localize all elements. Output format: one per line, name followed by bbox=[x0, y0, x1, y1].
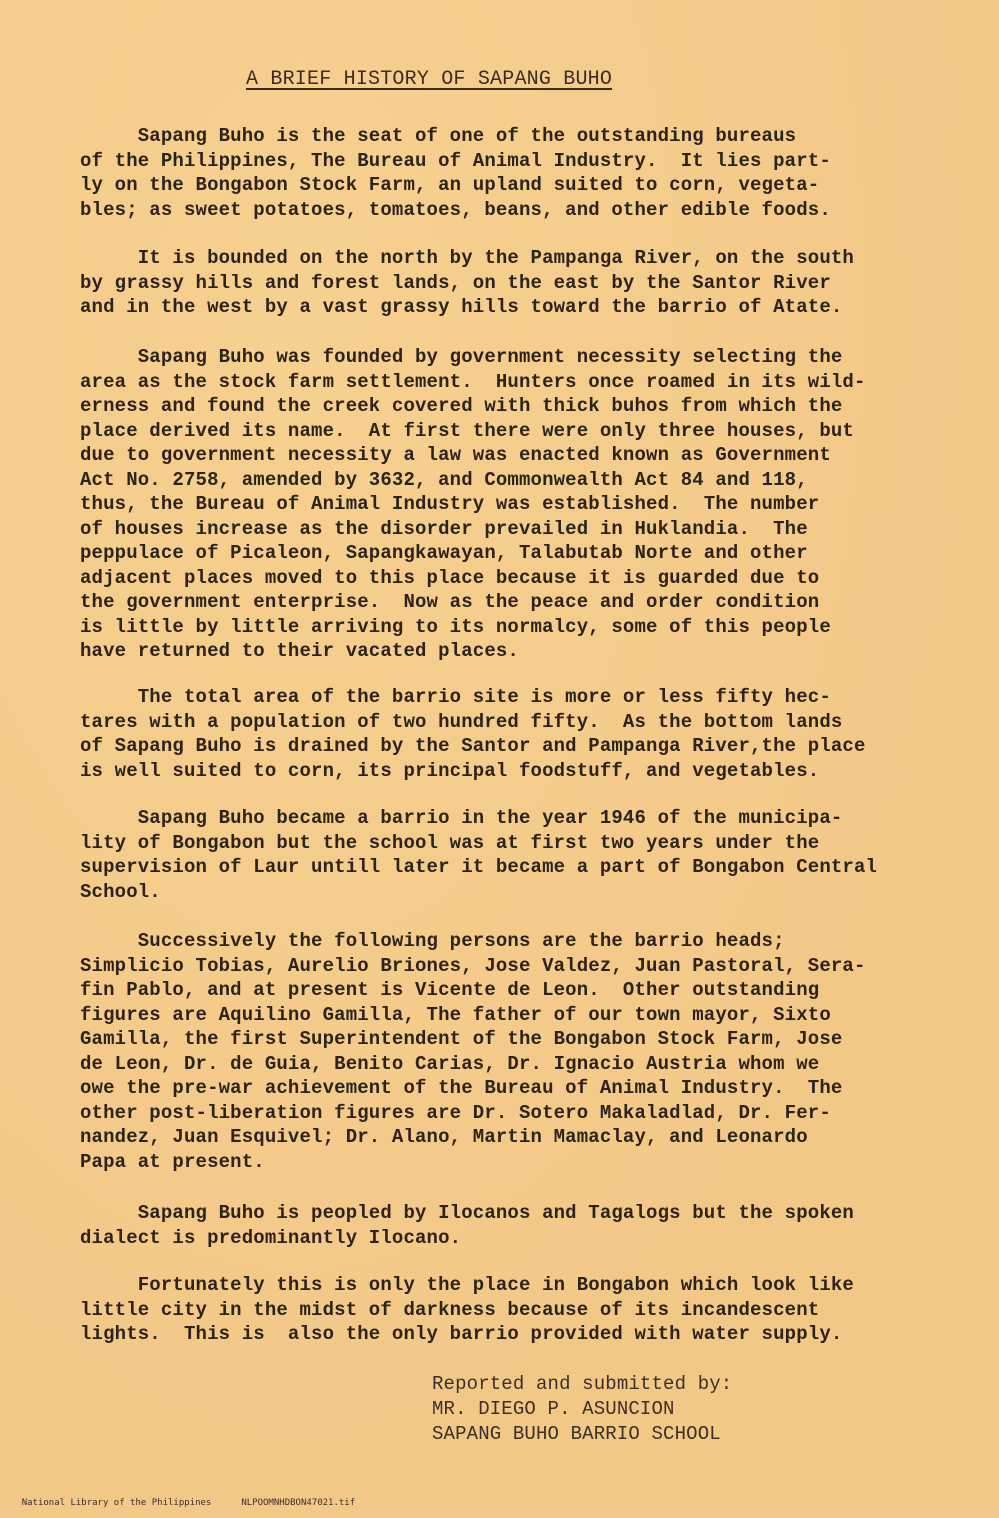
paragraph-line: Sapang Buho became a barrio in the year 1946 of the municipa- bbox=[80, 807, 843, 829]
paragraph-line: thus, the Bureau of Animal Industry was established. The number bbox=[80, 493, 820, 515]
paragraph-line: Fortunately this is only the place in Bongabon which look like bbox=[80, 1274, 854, 1296]
paragraph-line: Papa at present. bbox=[80, 1150, 265, 1173]
scan-footer bbox=[0, 1488, 385, 1518]
paragraph-1 bbox=[80, 124, 950, 222]
paragraph-line: Gamilla, the first Superintendent of the Bongabon Stock Farm, Jose bbox=[80, 1028, 843, 1050]
paragraph-line: The total area of the barrio site is more or less fifty hec- bbox=[80, 686, 831, 708]
document-title: A BRIEF HISTORY OF SAPANG BUHO bbox=[246, 68, 613, 91]
paragraph-line: owe the pre-war achievement of the Bureau of Animal Industry. The bbox=[80, 1077, 843, 1099]
paragraph-line: is little by little arriving to its normalcy, some of this people bbox=[80, 615, 831, 638]
paragraph-7 bbox=[80, 1201, 950, 1250]
paragraph-2 bbox=[80, 246, 950, 320]
signature-block bbox=[432, 1372, 732, 1447]
signature-school: SAPANG BUHO BARRIO SCHOOL bbox=[432, 1423, 721, 1445]
paragraph-line: little city in the midst of darkness because of its incandescent bbox=[80, 1298, 820, 1321]
paragraph-line: fin Pablo, and at present is Vicente de Leon. Other outstanding bbox=[80, 979, 820, 1001]
paragraph-line: due to government necessity a law was enacted known as Government bbox=[80, 444, 831, 466]
paragraph-3 bbox=[80, 345, 950, 664]
paragraph-line: tares with a population of two hundred fifty. As the bottom lands bbox=[80, 710, 843, 733]
paragraph-line: nandez, Juan Esquivel; Dr. Alano, Martin Mamaclay, and Leonardo bbox=[80, 1126, 808, 1148]
paragraph-line: is well suited to corn, its principal foodstuff, and vegetables. bbox=[80, 759, 820, 782]
footer-library: National Library of the Philippines bbox=[21, 1498, 212, 1508]
paragraph-line: dialect is predominantly Ilocano. bbox=[80, 1226, 462, 1249]
paragraph-line: of houses increase as the disorder prevailed in Huklandia. The bbox=[80, 517, 808, 540]
signature-name: MR. DIEGO P. ASUNCION bbox=[432, 1398, 675, 1420]
paragraph-line: area as the stock farm settlement. Hunters once roamed in its wild- bbox=[80, 370, 866, 393]
paragraph-line: figures are Aquilino Gamilla, The father of our town mayor, Sixto bbox=[80, 1003, 831, 1026]
paragraph-line: peppulace of Picaleon, Sapangkawayan, Talabutab Norte and other bbox=[80, 542, 808, 564]
paragraph-4 bbox=[80, 685, 950, 783]
paragraph-line: de Leon, Dr. de Guia, Benito Carias, Dr. Ignacio Austria whom we bbox=[80, 1052, 820, 1075]
paragraph-line: place derived its name. At first there were only three houses, but bbox=[80, 419, 854, 442]
paragraph-line: of Sapang Buho is drained by the Santor and Pampanga River,the place bbox=[80, 735, 866, 757]
paragraph-line: and in the west by a vast grassy hills toward the barrio of Atate. bbox=[80, 296, 843, 318]
signature-line: Reported and submitted by: bbox=[432, 1373, 733, 1395]
paragraph-line: It is bounded on the north by the Pampanga River, on the south bbox=[80, 247, 854, 269]
paragraph-line: the government enterprise. Now as the peace and order condition bbox=[80, 591, 820, 613]
paragraph-line: have returned to their vacated places. bbox=[80, 640, 519, 662]
paragraph-line: supervision of Laur untill later it became a part of Bongabon Central bbox=[80, 856, 878, 878]
paragraph-line: of the Philippines, The Bureau of Animal Industry. It lies part- bbox=[80, 149, 831, 172]
paragraph-line: erness and found the creek covered with thick buhos from which the bbox=[80, 395, 843, 417]
paragraph-line: Sapang Buho is peopled by Ilocanos and Tagalogs but the spoken bbox=[80, 1202, 854, 1224]
paragraph-line: Successively the following persons are the barrio heads; bbox=[80, 930, 785, 952]
paragraph-line: School. bbox=[80, 880, 161, 903]
paragraph-line: Act No. 2758, amended by 3632, and Commonwealth Act 84 and 118, bbox=[80, 468, 808, 491]
paragraph-6 bbox=[80, 929, 950, 1174]
paragraph-line: other post-liberation figures are Dr. Sotero Makaladlad, Dr. Fer- bbox=[80, 1101, 831, 1124]
paragraph-5 bbox=[80, 806, 950, 904]
paragraph-line: adjacent places moved to this place because it is guarded due to bbox=[80, 566, 820, 589]
paragraph-line: lity of Bongabon but the school was at first two years under the bbox=[80, 831, 820, 854]
paragraph-line: ly on the Bongabon Stock Farm, an upland suited to corn, vegeta- bbox=[80, 174, 820, 196]
paragraph-line: by grassy hills and forest lands, on the east by the Santor River bbox=[80, 271, 831, 294]
paragraph-line: Sapang Buho was founded by government necessity selecting the bbox=[80, 346, 843, 368]
paragraph-line: Sapang Buho is the seat of one of the outstanding bureaus bbox=[80, 125, 797, 147]
paragraph-line: lights. This is also the only barrio provided with water supply. bbox=[80, 1323, 843, 1345]
paragraph-8 bbox=[80, 1273, 950, 1347]
paragraph-line: Simplicio Tobias, Aurelio Briones, Jose Valdez, Juan Pastoral, Sera- bbox=[80, 954, 866, 977]
paragraph-line: bles; as sweet potatoes, tomatoes, beans, and other edible foods. bbox=[80, 198, 831, 221]
footer-filename: NLPOOMNHDBON47021.tif bbox=[241, 1498, 356, 1508]
